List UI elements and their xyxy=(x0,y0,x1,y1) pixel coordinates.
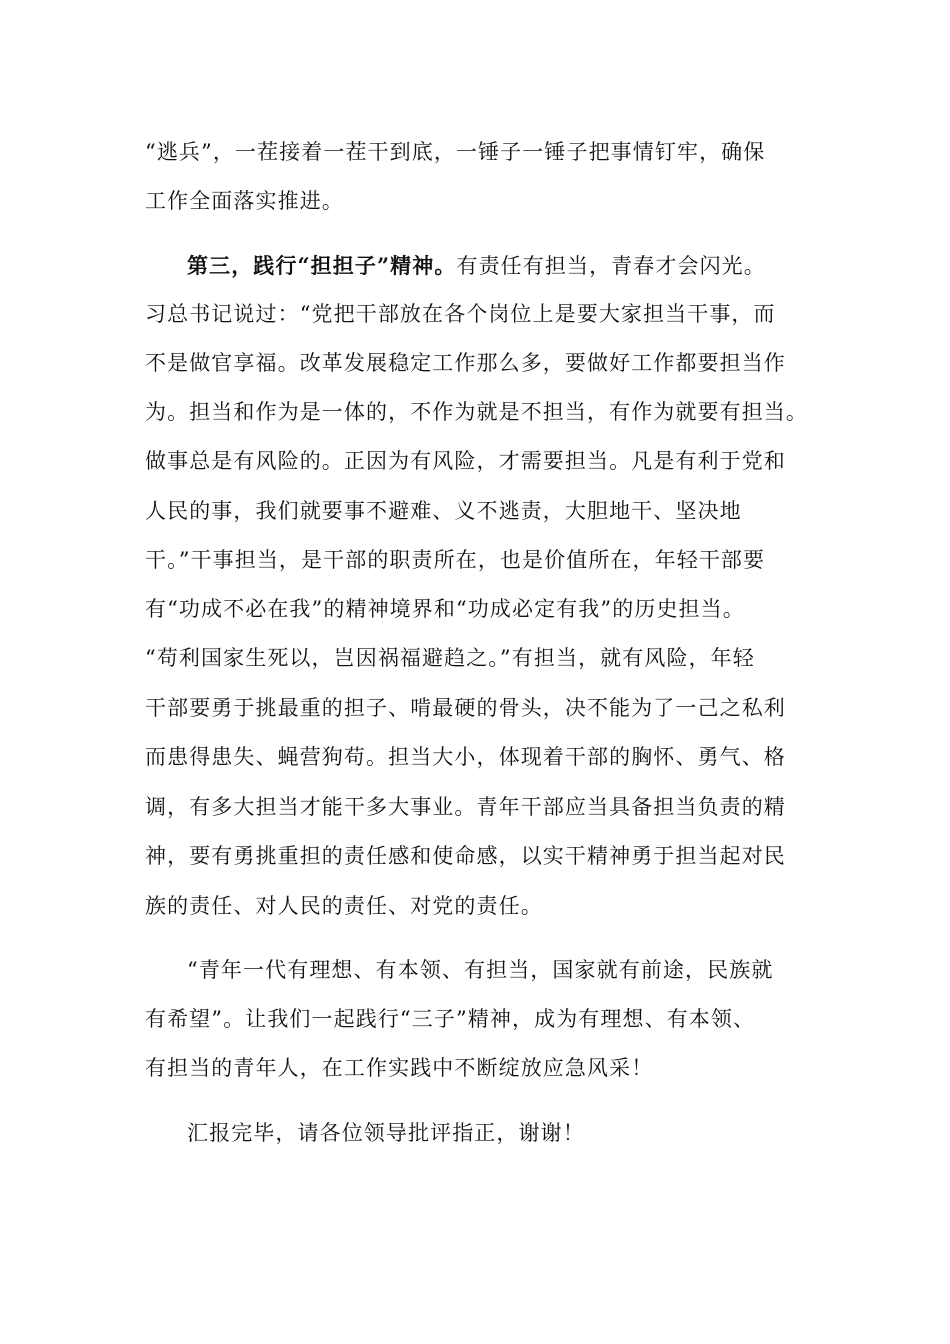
paragraph-line: 有“功成不必在我”的精神境界和“功成必定有我”的历史担当。 xyxy=(145,597,745,621)
closing-line: 汇报完毕，请各位领导批评指正，谢谢！ xyxy=(187,1121,585,1145)
paragraph-line: 工作全面落实推进。 xyxy=(145,189,344,213)
paragraph-line: 做事总是有风险的。正因为有风险，才需要担当。凡是有利于党和 xyxy=(145,449,786,473)
paragraph-line: 神，要有勇挑重担的责任感和使命感，以实干精神勇于担当起对民 xyxy=(145,844,786,868)
paragraph-line: 干。”干事担当，是干部的职责所在，也是价值所在，年轻干部要 xyxy=(145,548,766,572)
paragraph-line: 不是做官享福。改革发展稳定工作那么多，要做好工作都要担当作 xyxy=(145,351,786,375)
paragraph-line: 族的责任、对人民的责任、对党的责任。 xyxy=(145,894,543,918)
paragraph-line: 人民的事，我们就要事不避难、义不逃责，大胆地干、坚决地 xyxy=(145,499,742,523)
paragraph-line: 有担当的青年人，在工作实践中不断绽放应急风采！ xyxy=(145,1056,654,1080)
paragraph-line: 习总书记说过：“党把干部放在各个岗位上是要大家担当干事，而 xyxy=(145,302,776,326)
paragraph-line: “青年一代有理想、有本领、有担当，国家就有前途，民族就 xyxy=(187,958,774,982)
section-heading: 第三，践行“担担子”精神。 xyxy=(187,253,457,278)
paragraph-line: 而患得患失、蝇营狗苟。担当大小，体现着干部的胸怀、勇气、格 xyxy=(145,745,786,769)
paragraph-line: “苟利国家生死以，岂因祸福避趋之。”有担当，就有风险，年轻 xyxy=(145,646,755,670)
paragraph-line-text: 有责任有担当，青春才会闪光。 xyxy=(456,254,766,278)
paragraph-line: 为。担当和作为是一体的，不作为就是不担当，有作为就要有担当。 xyxy=(145,400,808,424)
paragraph-line: “逃兵”，一茬接着一茬干到底，一锤子一锤子把事情钉牢，确保 xyxy=(145,140,766,164)
paragraph-first-line xyxy=(187,251,877,281)
paragraph-line: 干部要勇于挑最重的担子、啃最硬的骨头，决不能为了一己之私利 xyxy=(145,696,786,720)
paragraph-line: 有希望”。让我们一起践行“三子”精神，成为有理想、有本领、 xyxy=(145,1007,756,1031)
paragraph-line: 调，有多大担当才能干多大事业。青年干部应当具备担当负责的精 xyxy=(145,795,786,819)
